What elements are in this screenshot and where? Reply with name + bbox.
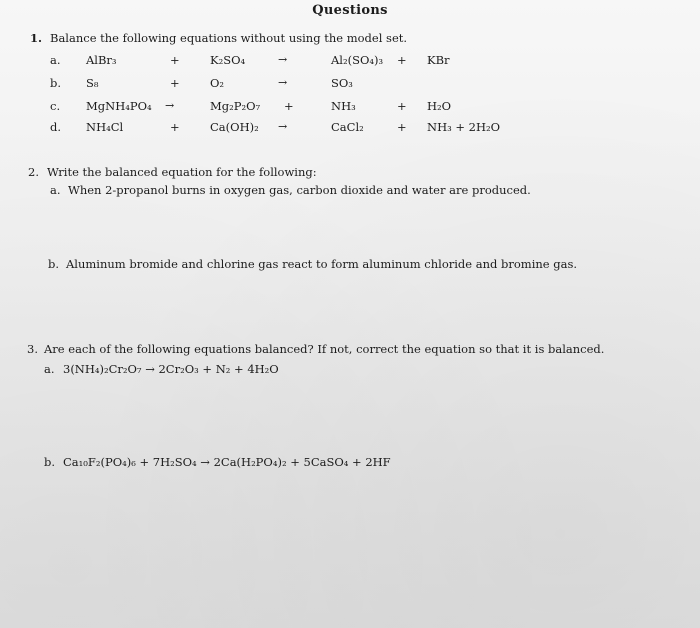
q1-row-d-product-1: CaCl₂ [331, 120, 364, 134]
q1-row-c-reactant-1: MgNH₄PO₄ [86, 99, 152, 113]
q2-prompt: Write the balanced equation for the following: [47, 165, 317, 179]
q1-row-c-plus: + [284, 99, 294, 113]
q1-row-b-reactant-1: S₈ [86, 76, 99, 90]
q2a-letter: a. [50, 183, 61, 197]
q1-row-b-arrow: → [278, 76, 288, 89]
q1-row-c-plus-2: + [397, 99, 407, 113]
q1-row-c-arrow: → [165, 99, 175, 112]
q1-row-c-product-1: Mg₂P₂O₇ [210, 99, 261, 113]
q1-row-a-plus: + [170, 53, 180, 67]
q2b-text: Aluminum bromide and chlorine gas react to form aluminum chloride and bromine gas. [66, 257, 578, 271]
q1-row-a-product-2: KBr [427, 53, 450, 67]
q2-number: 2. [28, 165, 39, 179]
q1-row-d-letter: d. [50, 120, 62, 134]
q1-row-d-plus: + [170, 120, 180, 134]
q3-number: 3. [27, 342, 38, 356]
q3-prompt: Are each of the following equations balanced? If not, correct the equation so that it is balanced. [44, 342, 605, 356]
page-title: Questions [312, 3, 388, 18]
q2b-letter: b. [48, 257, 60, 271]
q1-row-a-arrow: → [278, 53, 288, 66]
q1-row-d-reactant-1: NH₄Cl [86, 120, 124, 134]
q1-row-a-reactant-1: AlBr₃ [86, 53, 117, 67]
q2a-text: When 2-propanol burns in oxygen gas, carbon dioxide and water are produced. [68, 183, 531, 197]
q1-row-c-product-2: NH₃ [331, 99, 356, 113]
q3a-letter: a. [44, 362, 55, 376]
q1-number: 1. [30, 31, 43, 45]
q3a-equation: 3(NH₄)₂Cr₂O₇ → 2Cr₂O₃ + N₂ + 4H₂O [63, 362, 279, 376]
q1-row-a-reactant-2: K₂SO₄ [210, 53, 246, 67]
q1-row-b-product-1: SO₃ [331, 76, 353, 90]
q1-row-d-product-2: NH₃ + 2H₂O [427, 120, 501, 134]
q1-row-b-plus: + [170, 76, 180, 90]
q1-row-d-reactant-2: Ca(OH)₂ [210, 120, 259, 134]
q1-row-c-letter: c. [50, 99, 61, 113]
q1-row-b-reactant-2: O₂ [210, 76, 225, 90]
q1-row-a-product-1: Al₂(SO₄)₃ [331, 53, 384, 67]
q1-prompt: Balance the following equations without using the model set. [50, 31, 408, 45]
q1-row-d-plus-2: + [397, 120, 407, 134]
q1-row-b-letter: b. [50, 76, 62, 90]
q3b-equation: Ca₁₀F₂(PO₄)₆ + 7H₂SO₄ → 2Ca(H₂PO₄)₂ + 5CaSO₄ + 2HF [63, 455, 391, 469]
q1-row-c-product-3: H₂O [427, 99, 452, 113]
q1-row-d-arrow: → [278, 120, 288, 133]
q3b-letter: b. [44, 455, 56, 469]
q1-row-a-plus-2: + [397, 53, 407, 67]
q1-row-a-letter: a. [50, 53, 61, 67]
